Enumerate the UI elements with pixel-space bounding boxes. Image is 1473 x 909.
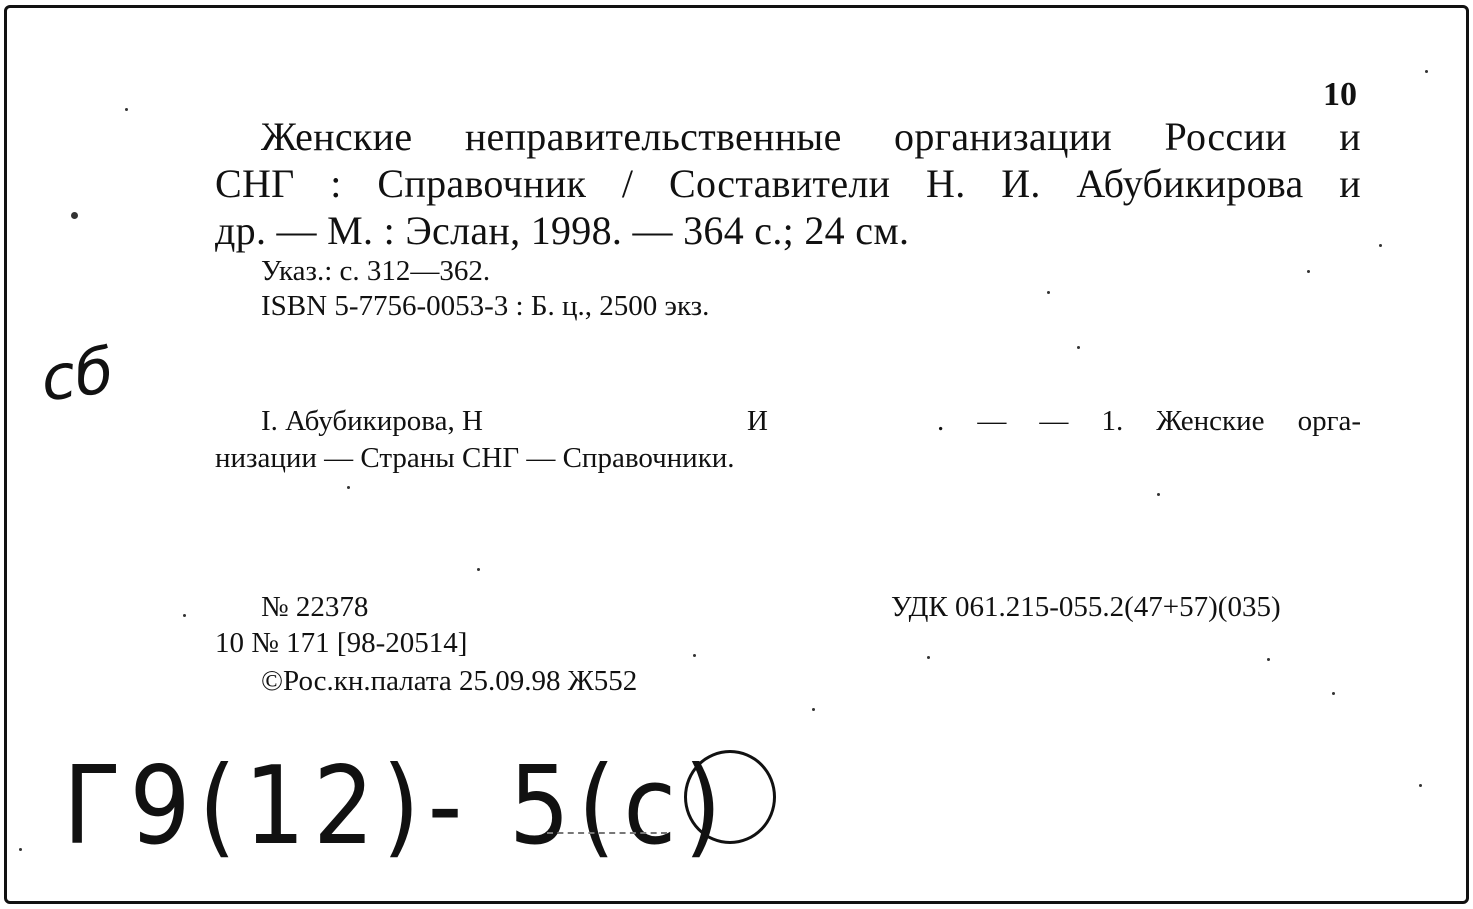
- title-line-2: СНГ : Справочник / Составители Н. И. Абубикирова и: [215, 161, 1361, 206]
- handwritten-shelfmark: Г9(12)- 5(с): [63, 743, 730, 869]
- speck: [19, 848, 22, 851]
- speck: [927, 656, 930, 659]
- issue-line: 10 № 171 [98-20514]: [215, 627, 468, 659]
- dashed-mark: [547, 832, 667, 834]
- catalog-card: [4, 5, 1469, 904]
- speck: [1157, 493, 1160, 496]
- speck: [1332, 692, 1335, 695]
- title-line-1: Женские неправительственные организации России и: [261, 114, 1361, 159]
- speck: [183, 614, 186, 617]
- tracing-line-1-start: I. Абубикирова, Н: [261, 405, 483, 437]
- record-number: № 22378: [261, 591, 369, 623]
- tracing-line-2: низации — Страны СНГ — Справочники.: [215, 442, 735, 474]
- speck: [71, 212, 78, 219]
- speck: [1077, 346, 1080, 349]
- speck: [1425, 70, 1428, 73]
- book-chamber-line: ©Рос.кн.палата 25.09.98 Ж552: [261, 665, 638, 697]
- speck: [1307, 270, 1310, 273]
- speck: [812, 708, 815, 711]
- speck: [477, 568, 480, 571]
- card-number: 10: [1323, 76, 1357, 113]
- speck: [1419, 784, 1422, 787]
- isbn-line: ISBN 5-7756-0053-3 : Б. ц., 2500 экз.: [261, 290, 710, 322]
- speck: [125, 108, 128, 111]
- udc-code: УДК 061.215-055.2(47+57)(035): [891, 591, 1281, 623]
- speck: [1047, 291, 1050, 294]
- speck: [1267, 658, 1270, 661]
- index-note: Указ.: с. 312—362.: [261, 255, 491, 287]
- handwritten-margin-mark: сб: [36, 333, 119, 416]
- handwritten-circle: [684, 750, 776, 844]
- speck: [1379, 244, 1382, 247]
- tracing-line-1-end: . — — 1. Женские орга-: [937, 405, 1361, 437]
- title-line-3: др. — М. : Эслан, 1998. — 364 с.; 24 см.: [215, 208, 910, 253]
- speck: [347, 486, 350, 489]
- speck: [693, 654, 696, 657]
- tracing-line-1-mid: И: [747, 405, 768, 437]
